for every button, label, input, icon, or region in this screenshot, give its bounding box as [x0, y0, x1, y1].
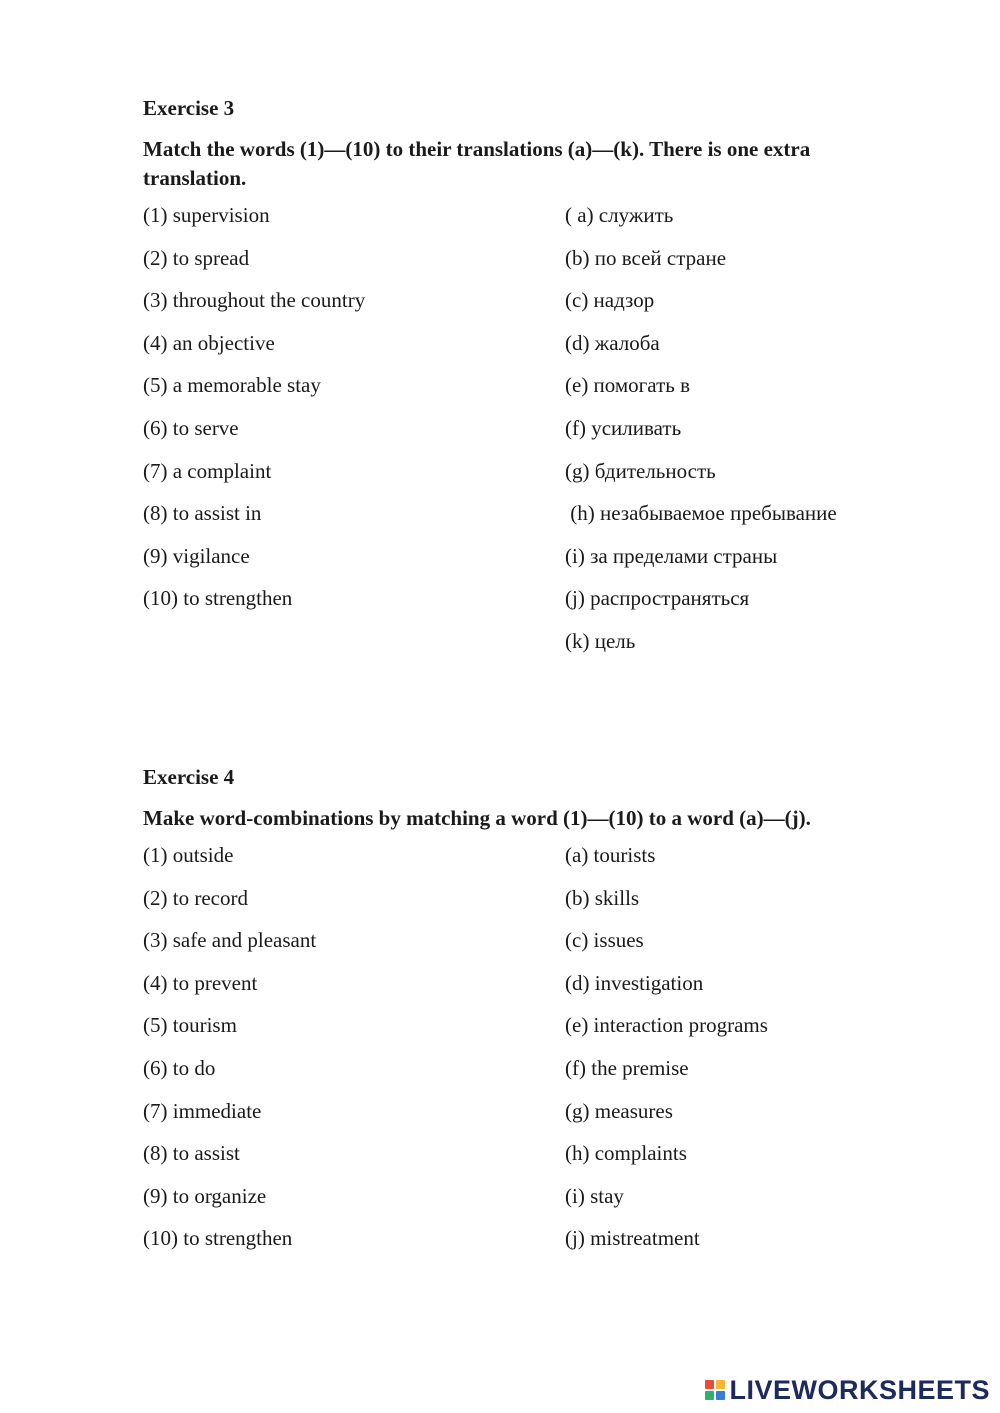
word-item: (4) an objective	[143, 330, 275, 355]
translation-item: (d) жалоба	[565, 330, 660, 355]
word-item: (10) to strengthen	[143, 586, 293, 611]
word-item: (7) a complaint	[143, 458, 272, 483]
exercise-4-instruction: Make word-combinations by matching a word (1)—(10) to a word (a)—(j).	[143, 806, 811, 830]
exercise-4-match-list	[143, 841, 903, 1267]
translation-item: (h) незабываемое пребывание	[565, 501, 837, 526]
translation-item: ( a) служить	[565, 203, 674, 227]
exercise-3	[143, 93, 903, 670]
match-row	[143, 1011, 903, 1054]
match-row	[143, 499, 903, 542]
exercise-4	[143, 762, 903, 1267]
match-row	[143, 1139, 903, 1182]
match-row	[143, 414, 903, 457]
combination-item: (e) interaction programs	[565, 1013, 768, 1038]
match-row	[143, 1054, 903, 1097]
word-item: (2) to spread	[143, 245, 250, 270]
word-item: (3) throughout the country	[143, 288, 366, 313]
logo-square	[716, 1391, 725, 1400]
translation-item: (g) бдительность	[565, 458, 716, 483]
combination-item: (j) mistreatment	[565, 1226, 700, 1251]
match-row	[143, 1182, 903, 1225]
match-row	[143, 841, 903, 884]
word-item: (5) a memorable stay	[143, 373, 321, 398]
word-item: (2) to record	[143, 885, 248, 910]
match-row	[143, 542, 903, 585]
combination-item: (b) skills	[565, 885, 640, 910]
combination-item: (a) tourists	[565, 843, 656, 867]
match-row	[143, 884, 903, 927]
word-item: (9) vigilance	[143, 543, 250, 568]
word-item: (6) to serve	[143, 415, 239, 440]
match-row	[143, 969, 903, 1012]
translation-item: (j) распространяться	[565, 586, 750, 611]
translation-item: (e) помогать в	[565, 373, 690, 398]
word-item: (6) to do	[143, 1055, 216, 1080]
combination-item: (c) issues	[565, 928, 644, 953]
word-item: (5) tourism	[143, 1013, 237, 1038]
logo-square	[716, 1380, 725, 1389]
match-row	[143, 457, 903, 500]
match-row	[143, 201, 903, 244]
word-item: (7) immediate	[143, 1098, 262, 1123]
word-item: (3) safe and pleasant	[143, 928, 317, 953]
translation-item: (f) усиливать	[565, 415, 682, 440]
logo-text: LIVEWORKSHEETS	[729, 1374, 990, 1405]
match-row	[143, 244, 903, 287]
match-row	[143, 1097, 903, 1140]
match-row	[143, 926, 903, 969]
word-item: (1) supervision	[143, 203, 270, 227]
logo-square	[705, 1380, 714, 1389]
exercise-3-instruction: Match the words (1)—(10) to their translations (a)—(k). There is one extra translation.	[143, 137, 811, 190]
word-item: (8) to assist	[143, 1141, 240, 1166]
combination-item: (f) the premise	[565, 1055, 689, 1080]
match-row	[143, 627, 903, 670]
logo-square	[705, 1391, 714, 1400]
combination-item: (g) measures	[565, 1098, 673, 1123]
word-item: (9) to organize	[143, 1183, 267, 1208]
match-row	[143, 371, 903, 414]
exercise-4-title: Exercise 4	[143, 765, 235, 789]
combination-item: (h) complaints	[565, 1141, 687, 1166]
liveworksheets-logo[interactable]	[705, 1373, 990, 1407]
translation-item: (i) за пределами страны	[565, 543, 778, 568]
exercise-3-match-list	[143, 201, 903, 670]
exercise-3-title: Exercise 3	[143, 96, 235, 120]
combination-item: (i) stay	[565, 1183, 624, 1208]
combination-item: (d) investigation	[565, 970, 704, 995]
word-item: (10) to strengthen	[143, 1226, 293, 1251]
word-item: (8) to assist in	[143, 501, 262, 526]
match-row	[143, 1224, 903, 1267]
logo-mark-icon	[705, 1380, 725, 1400]
match-row	[143, 286, 903, 329]
match-row	[143, 584, 903, 627]
word-item: (1) outside	[143, 843, 234, 867]
translation-item: (k) цель	[565, 628, 636, 653]
translation-item: (b) по всей стране	[565, 245, 727, 270]
match-row	[143, 329, 903, 372]
translation-item: (c) надзор	[565, 288, 655, 313]
word-item: (4) to prevent	[143, 970, 258, 995]
